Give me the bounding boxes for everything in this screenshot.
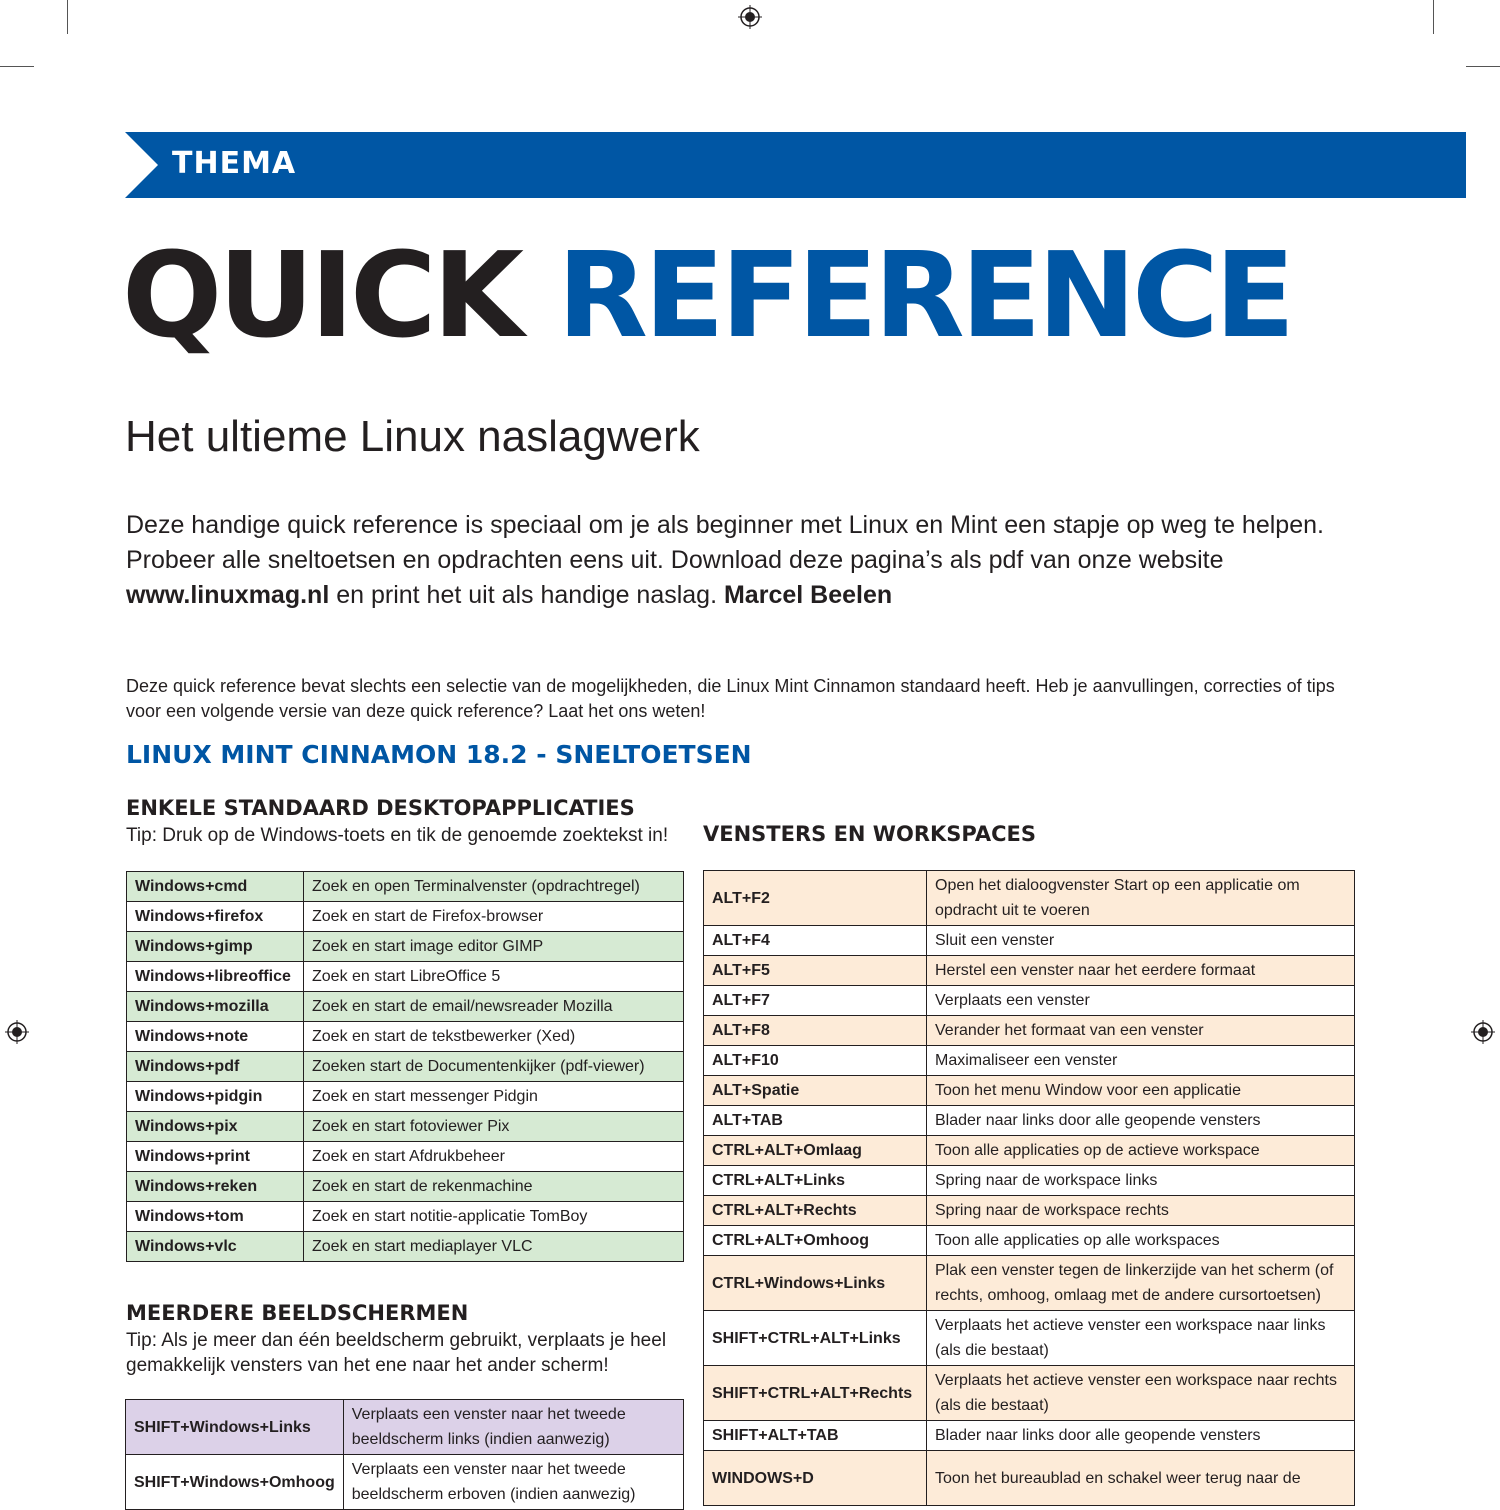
shortcut-key: SHIFT+CTRL+ALT+Rechts [704, 1366, 927, 1421]
table-row [127, 932, 684, 962]
page-title [122, 226, 1292, 364]
shortcut-description: Zoek en start de Firefox-browser [304, 902, 684, 932]
shortcut-key: ALT+Spatie [704, 1076, 927, 1106]
table-row [127, 962, 684, 992]
table-row [127, 1232, 684, 1262]
website-link[interactable]: www.linuxmag.nl [126, 581, 330, 609]
shortcut-description: Zoek en start Afdrukbeheer [304, 1142, 684, 1172]
table-row [704, 1196, 1355, 1226]
table-row [127, 992, 684, 1022]
shortcut-description: Sluit een venster [927, 926, 1355, 956]
crop-mark [67, 0, 68, 34]
apps-heading: ENKELE STANDAARD DESKTOPAPPLICATIES [126, 796, 635, 820]
shortcut-description: Herstel een venster naar het eerdere formaat [927, 956, 1355, 986]
shortcut-description: Blader naar links door alle geopende vensters [927, 1106, 1355, 1136]
shortcut-key: Windows+mozilla [127, 992, 304, 1022]
shortcut-description: Toon het bureaublad en schakel weer terug naar de [927, 1451, 1355, 1506]
windows-heading: VENSTERS EN WORKSPACES [703, 822, 1036, 846]
shortcut-description: Zoek en start de rekenmachine [304, 1172, 684, 1202]
shortcut-description: Toon het menu Window voor een applicatie [927, 1076, 1355, 1106]
table-row [126, 1455, 684, 1510]
shortcut-description: Zoek en start de tekstbewerker (Xed) [304, 1022, 684, 1052]
table-row [127, 1112, 684, 1142]
shortcut-key: WINDOWS+D [704, 1451, 927, 1506]
shortcut-key: CTRL+ALT+Links [704, 1166, 927, 1196]
table-row [704, 1421, 1355, 1451]
shortcut-description: Zoek en start messenger Pidgin [304, 1082, 684, 1112]
shortcut-description: Verplaats een venster [927, 986, 1355, 1016]
intro-paragraph [126, 508, 1326, 613]
crop-mark [1433, 0, 1434, 34]
intro-text: en print het uit als handige naslag. [329, 581, 724, 609]
shortcut-key: Windows+firefox [127, 902, 304, 932]
shortcut-key: CTRL+Windows+Links [704, 1256, 927, 1311]
shortcut-key: Windows+pdf [127, 1052, 304, 1082]
shortcut-description: Blader naar links door alle geopende vensters [927, 1421, 1355, 1451]
shortcut-description: Spring naar de workspace links [927, 1166, 1355, 1196]
shortcut-key: CTRL+ALT+Rechts [704, 1196, 927, 1226]
shortcut-key: ALT+F8 [704, 1016, 927, 1046]
shortcut-description: Plak een venster tegen de linkerzijde van het scherm (of rechts, omhoog, omlaag met de andere cursortoetsen) [927, 1256, 1355, 1311]
shortcut-key: ALT+F4 [704, 926, 927, 956]
table-row [704, 1311, 1355, 1366]
windows-table [703, 870, 1355, 1506]
note-paragraph: Deze quick reference bevat slechts een selectie van de mogelijkheden, die Linux Mint Cinnamon standaard heeft. Heb je aanvullingen, correcties of tips voor een volgende versie van deze quick reference? Laat het ons weten! [126, 676, 1335, 721]
title-word-reference: REFERENCE [557, 226, 1292, 364]
shortcut-description: Zoek en start image editor GIMP [304, 932, 684, 962]
table-row [704, 1256, 1355, 1311]
table-row [127, 1022, 684, 1052]
shortcut-key: Windows+pidgin [127, 1082, 304, 1112]
shortcut-key: Windows+cmd [127, 872, 304, 902]
chevron-right-icon [125, 132, 161, 198]
shortcut-key: SHIFT+Windows+Links [126, 1400, 344, 1455]
page-subtitle: Het ultieme Linux naslagwerk [125, 412, 700, 461]
table-row [704, 926, 1355, 956]
shortcut-description: Open het dialoogvenster Start op een applicatie om opdracht uit te voeren [927, 871, 1355, 926]
shortcut-key: Windows+libreoffice [127, 962, 304, 992]
shortcut-description: Zoek en start fotoviewer Pix [304, 1112, 684, 1142]
table-row [127, 1052, 684, 1082]
shortcut-description: Spring naar de workspace rechts [927, 1196, 1355, 1226]
shortcut-key: SHIFT+ALT+TAB [704, 1421, 927, 1451]
registration-mark-icon [738, 5, 762, 29]
shortcut-key: Windows+tom [127, 1202, 304, 1232]
shortcut-key: Windows+note [127, 1022, 304, 1052]
shortcut-key: Windows+gimp [127, 932, 304, 962]
shortcut-key: Windows+reken [127, 1172, 304, 1202]
shortcut-key: ALT+F7 [704, 986, 927, 1016]
monitors-heading: MEERDERE BEELDSCHERMEN [126, 1301, 469, 1325]
apps-table [126, 871, 684, 1262]
shortcut-description: Toon alle applicaties op de actieve workspace [927, 1136, 1355, 1166]
shortcut-description: Maximaliseer een venster [927, 1046, 1355, 1076]
registration-mark-icon [5, 1020, 29, 1044]
shortcut-key: Windows+print [127, 1142, 304, 1172]
table-row [704, 1136, 1355, 1166]
theme-banner [125, 132, 1466, 198]
shortcut-description: Verander het formaat van een venster [927, 1016, 1355, 1046]
table-row [704, 986, 1355, 1016]
table-row [127, 902, 684, 932]
table-row [126, 1400, 684, 1455]
registration-mark-icon [1471, 1020, 1495, 1044]
shortcut-description: Zoeken start de Documentenkijker (pdf-viewer) [304, 1052, 684, 1082]
shortcut-description: Zoek en open Terminalvenster (opdrachtregel) [304, 872, 684, 902]
table-row [704, 956, 1355, 986]
shortcut-description: Verplaats het actieve venster een workspace naar rechts (als die bestaat) [927, 1366, 1355, 1421]
shortcut-key: ALT+F10 [704, 1046, 927, 1076]
shortcut-key: CTRL+ALT+Omlaag [704, 1136, 927, 1166]
crop-mark [1466, 66, 1500, 67]
shortcut-description: Zoek en start LibreOffice 5 [304, 962, 684, 992]
apps-tip: Tip: Druk op de Windows-toets en tik de genoemde zoektekst in! [126, 825, 669, 846]
table-row [704, 1451, 1355, 1506]
table-row [704, 1016, 1355, 1046]
shortcut-description: Verplaats het actieve venster een workspace naar links (als die bestaat) [927, 1311, 1355, 1366]
table-row [127, 1172, 684, 1202]
table-row [704, 871, 1355, 926]
table-row [704, 1366, 1355, 1421]
shortcut-key: SHIFT+Windows+Omhoog [126, 1455, 344, 1510]
shortcut-description: Zoek en start notitie-applicatie TomBoy [304, 1202, 684, 1232]
shortcut-description: Zoek en start de email/newsreader Mozilla [304, 992, 684, 1022]
shortcut-key: ALT+F5 [704, 956, 927, 986]
table-row [127, 1142, 684, 1172]
shortcut-description: Verplaats een venster naar het tweede beeldscherm links (indien aanwezig) [343, 1400, 683, 1455]
shortcut-key: CTRL+ALT+Omhoog [704, 1226, 927, 1256]
author-name: Marcel Beelen [723, 581, 893, 609]
shortcut-description: Verplaats een venster naar het tweede beeldscherm erboven (indien aanwezig) [343, 1455, 683, 1510]
shortcut-key: Windows+pix [127, 1112, 304, 1142]
table-row [704, 1046, 1355, 1076]
monitors-tip: Tip: Als je meer dan één beeldscherm gebruikt, verplaats je heel gemakkelijk vensters van het ene naar het ander scherm! [126, 1330, 667, 1376]
table-row [704, 1076, 1355, 1106]
shortcut-key: ALT+F2 [704, 871, 927, 926]
intro-text: Deze handige quick reference is speciaal om je als beginner met Linux en Mint een stapje op weg te helpen. Probeer alle sneltoetsen en opdrachten eens uit. Download deze pagina’s als pdf van onze website [126, 511, 1324, 574]
table-row [704, 1106, 1355, 1136]
table-row [127, 872, 684, 902]
shortcut-key: ALT+TAB [704, 1106, 927, 1136]
table-row [127, 1082, 684, 1112]
monitors-table [125, 1399, 684, 1510]
table-row [704, 1226, 1355, 1256]
shortcut-description: Toon alle applicaties op alle workspaces [927, 1226, 1355, 1256]
shortcut-key: SHIFT+CTRL+ALT+Links [704, 1311, 927, 1366]
crop-mark [0, 66, 34, 67]
shortcut-key: Windows+vlc [127, 1232, 304, 1262]
table-row [704, 1166, 1355, 1196]
section-title: LINUX MINT CINNAMON 18.2 - SNELTOETSEN [126, 740, 752, 769]
banner-label: THEMA [172, 146, 297, 181]
shortcut-description: Zoek en start mediaplayer VLC [304, 1232, 684, 1262]
title-word-quick: QUICK [122, 226, 521, 364]
table-row [127, 1202, 684, 1232]
